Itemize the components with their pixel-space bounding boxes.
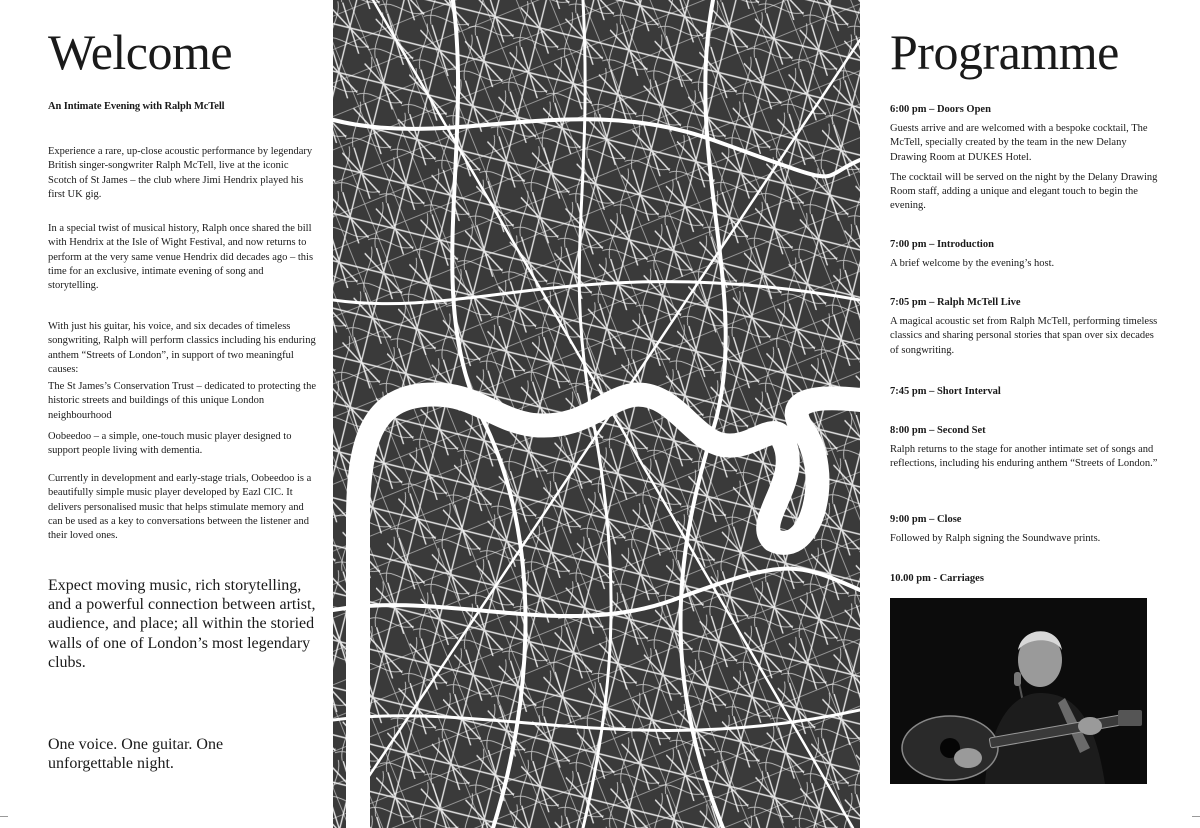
programme-time: 8:00 pm – Second Set <box>890 425 986 436</box>
programme-time: 9:00 pm – Close <box>890 514 962 525</box>
programme-title: Programme <box>890 24 1119 80</box>
programme-description: Ralph returns to the stage for another intimate set of songs and reflections, including his enduring anthem “Streets of London.” <box>890 444 1158 470</box>
programme-item <box>890 513 1160 546</box>
programme-item <box>890 572 1160 586</box>
welcome-paragraph: Currently in development and early-stage trials, Oobeedoo is a beautifully simple music player developed by Eazl CIC. It delivers personalised music that helps stimulate memory and can be used as a key to conversations between the listener and their loved ones. <box>48 473 312 542</box>
welcome-paragraph: With just his guitar, his voice, and six decades of timeless songwriting, Ralph will perform classics including his enduring anthem “Streets of London”, in support of two meaningful causes: <box>48 321 316 375</box>
welcome-paragraph: Experience a rare, up-close acoustic performance by legendary British singer-songwriter Ralph McTell, live at the iconic Scotch of St James – the club where Jimi Hendrix played his first UK gig. <box>48 146 313 200</box>
programme-column <box>890 0 1160 828</box>
programme-item <box>890 296 1160 358</box>
london-street-map <box>333 0 860 828</box>
programme-item <box>890 238 1160 271</box>
welcome-subtitle: An Intimate Evening with Ralph McTell <box>48 101 225 112</box>
crop-mark <box>1192 816 1200 817</box>
crop-mark <box>0 816 8 817</box>
welcome-title: Welcome <box>48 24 233 80</box>
closing-tagline: One voice. One guitar. One unforgettable night. <box>48 736 224 773</box>
welcome-paragraph: In a special twist of musical history, Ralph once shared the bill with Hendrix at the Isle of Wight Festival, and now returns to perform at the very same venue Hendrix did decades ago – this time for an exclusive, intimate evening of song and storytelling. <box>48 223 314 292</box>
programme-time: 10.00 pm - Carriages <box>890 573 984 584</box>
programme-item <box>890 424 1160 472</box>
programme-description: A brief welcome by the evening’s host. <box>890 258 1055 269</box>
programme-description: Guests arrive and are welcomed with a bespoke cocktail, The McTell, specially created by the team in the new Delany Drawing Room at DUKES Hotel. <box>890 123 1148 163</box>
programme-time: 7:05 pm – Ralph McTell Live <box>890 297 1021 308</box>
programme-description: A magical acoustic set from Ralph McTell, performing timeless classics and sharing personal stories that span over six decades of songwriting. <box>890 316 1158 356</box>
programme-description: Followed by Ralph signing the Soundwave prints. <box>890 533 1101 544</box>
cause-paragraph: Oobeedoo – a simple, one-touch music player designed to support people living with dementia. <box>48 431 292 457</box>
pull-quote: Expect moving music, rich storytelling, and a powerful connection between artist, audience, and place; all within the storied walls of one of London’s most legendary clubs. <box>48 577 316 671</box>
welcome-column <box>48 0 316 828</box>
programme-time: 6:00 pm – Doors Open <box>890 104 991 115</box>
programme-item <box>890 385 1160 399</box>
programme-time: 7:45 pm – Short Interval <box>890 386 1001 397</box>
programme-time: 7:00 pm – Introduction <box>890 239 994 250</box>
street-map-graphic <box>333 0 860 828</box>
programme-description: The cocktail will be served on the night by the Delany Drawing Room staff, adding a unique and elegant touch to begin the evening. <box>890 171 1158 212</box>
programme-item <box>890 103 1160 214</box>
cause-paragraph: The St James’s Conservation Trust – dedicated to protecting the historic streets and buildings of this unique London neighbourhood <box>48 381 317 421</box>
performer-photo <box>890 598 1147 784</box>
